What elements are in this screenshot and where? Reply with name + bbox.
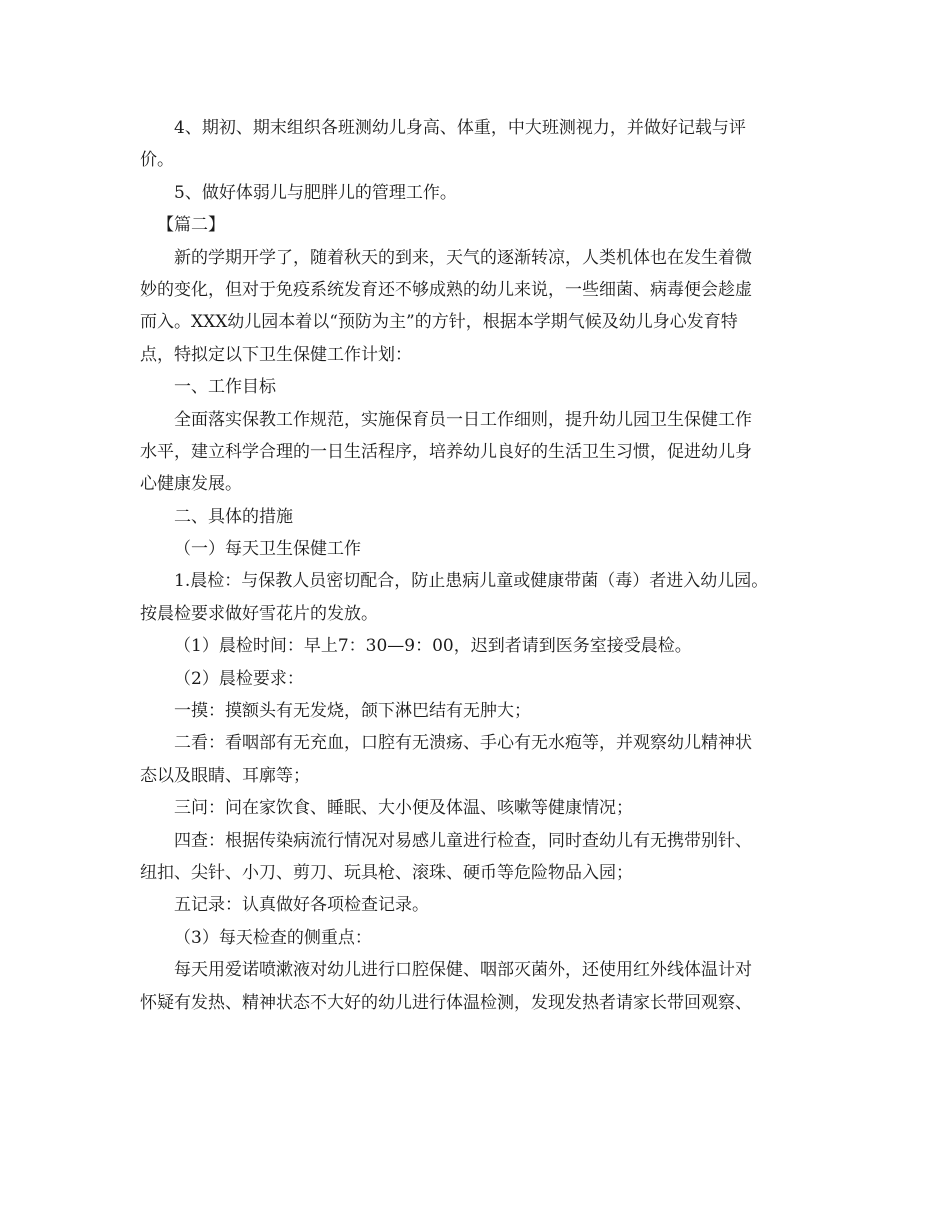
paragraph-line: 水平，建立科学合理的一日生活程序，培养幼儿良好的生活卫生习惯，促进幼儿身 (140, 441, 752, 462)
paragraph-line: 而入。XXX幼儿园本着以“预防为主”的方针，根据本学期气候及幼儿身心发育特 (140, 312, 738, 333)
paragraph-line: 1.晨检：与保教人员密切配合，防止患病儿童或健康带菌（毒）者进入幼儿园。 (174, 571, 769, 592)
paragraph-line: 点，特拟定以下卫生保健工作计划： (140, 344, 412, 365)
paragraph-line: 一摸：摸额头有无发烧，颌下淋巴结有无肿大； (174, 701, 531, 722)
paragraph-line: （3）每天检查的侧重点： (174, 927, 372, 948)
paragraph-line: 按晨检要求做好雪花片的发放。 (140, 603, 378, 624)
paragraph-line: 4、期初、期末组织各班测幼儿身高、体重，中大班测视力，并做好记载与评 (174, 118, 746, 138)
paragraph-line: 三问：问在家饮食、睡眠、大小便及体温、咳嗽等健康情况； (174, 798, 633, 819)
document-body (140, 112, 830, 1019)
paragraph-line: 5、做好体弱儿与肥胖儿的管理工作。 (174, 182, 457, 203)
paragraph-line: 态以及眼睛、耳廓等； (140, 765, 310, 786)
paragraph-line: 五记录：认真做好各项检查记录。 (174, 895, 429, 916)
paragraph-line: 每天用爱诺喷漱液对幼儿进行口腔保健、咽部灭菌外，还使用红外线体温计对 (174, 960, 752, 981)
paragraph-line: 价。 (140, 150, 174, 171)
paragraph-line: 怀疑有发热、精神状态不大好的幼儿进行体温检测，发现发热者请家长带回观察、 (140, 992, 752, 1013)
paragraph-line: 心健康发展。 (140, 474, 242, 495)
paragraph-line: 【篇二】 (157, 215, 225, 236)
paragraph-line: 妙的变化，但对于免疫系统发育还不够成熟的幼儿来说，一些细菌、病毒便会趁虚 (140, 279, 752, 300)
paragraph-line: 纽扣、尖针、小刀、剪刀、玩具枪、滚珠、硬币等危险物品入园； (140, 862, 633, 883)
paragraph-line: 四查：根据传染病流行情况对易感儿童进行检查，同时查幼儿有无携带别针、 (174, 830, 752, 851)
paragraph-line: （一）每天卫生保健工作 (174, 539, 361, 560)
paragraph-line: 二看：看咽部有无充血，口腔有无溃疡、手心有无水疱等，并观察幼儿精神状 (174, 733, 752, 754)
paragraph-line: 新的学期开学了，随着秋天的到来，天气的逐渐转凉，人类机体也在发生着微 (174, 247, 752, 268)
paragraph-line: 一、工作目标 (174, 377, 276, 398)
paragraph-line: 二、具体的措施 (174, 506, 293, 527)
paragraph-line: （1）晨检时间：早上7：30—9：00，迟到者请到医务室接受晨检。 (174, 636, 692, 657)
paragraph-line: 全面落实保教工作规范，实施保育员一日工作细则，提升幼儿园卫生保健工作 (174, 409, 752, 430)
paragraph-line: （2）晨检要求： (174, 668, 304, 689)
